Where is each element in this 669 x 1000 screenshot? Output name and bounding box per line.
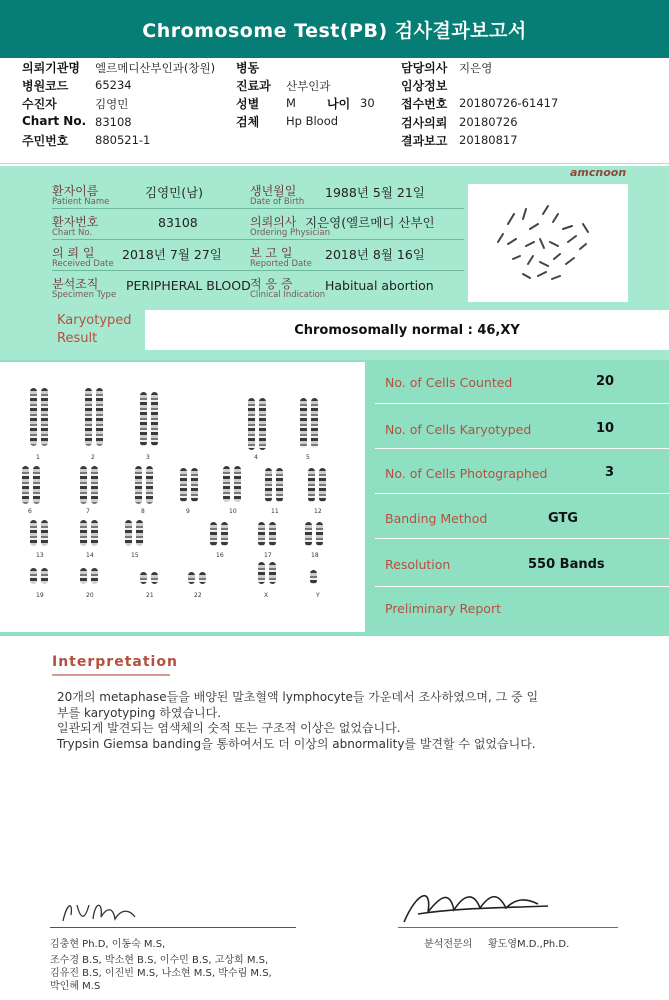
chromosome-number: 21 (146, 592, 154, 599)
signature-line-right (398, 927, 618, 928)
header-label: 병동 (236, 61, 260, 75)
chromosome-number: 4 (254, 454, 258, 461)
stat-label: Banding Method (385, 511, 488, 526)
chromosome-icon (199, 572, 206, 584)
interpretation-line: 일관되게 발견되는 염색체의 숫적 또는 구조적 이상은 없었습니다. (57, 721, 401, 735)
indication-value: Habitual abortion (325, 278, 434, 293)
specimen-value: PERIPHERAL BLOOD (126, 278, 251, 293)
indication-label: 적 응 증 (250, 277, 293, 291)
chromosome-icon (146, 466, 153, 504)
chromosome-number: 3 (146, 454, 150, 461)
chromosome-number: 11 (271, 508, 279, 515)
specimen-label-en: Specimen Type (52, 290, 117, 300)
header-label: 주민번호 (22, 134, 69, 148)
row-rule (52, 270, 464, 271)
received-value: 2018년 7월 27일 (122, 247, 222, 262)
chart-label-en: Chart No. (52, 228, 93, 238)
indication-label-en: Clinical Indication (250, 290, 326, 300)
chromosome-icon (188, 572, 195, 584)
chromosome-icon (234, 466, 241, 502)
chromosome-icon (140, 392, 147, 446)
chromosome-icon (258, 522, 265, 546)
chromosome-icon (135, 466, 142, 504)
staff-line: 조수경 B.S, 박소현 B.S, 이수민 B.S, 고상희 M.S, (50, 955, 269, 966)
chromosome-icon (85, 388, 92, 446)
chromosome-number: 16 (216, 552, 224, 559)
header-value: 20180726 (459, 115, 518, 129)
stat-value: 20 (596, 374, 615, 389)
chromosome-icon (269, 522, 276, 546)
karyotype-result: Chromosomally normal : 46,XY (294, 322, 520, 338)
header-label: 검체 (236, 115, 260, 129)
chromosome-icon (136, 520, 143, 546)
received-label: 의 뢰 일 (52, 246, 95, 260)
chromosome-icon (276, 468, 283, 502)
chromosome-number: 14 (86, 552, 94, 559)
karyotyped-label-line1: Karyotyped (57, 313, 132, 328)
chromosome-icon (80, 520, 87, 546)
chromosome-icon (180, 468, 187, 502)
stat-label: No. of Cells Karyotyped (385, 422, 532, 437)
header-label: 검사의뢰 (401, 116, 448, 130)
stat-label: Preliminary Report (385, 601, 501, 616)
header-value: 65234 (95, 78, 132, 92)
interpretation-line: 20개의 metaphase들을 배양된 말초혈액 lymphocyte들 가운데서 조사하였으며, 그 중 일 (57, 690, 539, 704)
chromosome-icon (265, 468, 272, 502)
metaphase-image (468, 184, 628, 302)
signature-left (55, 893, 155, 929)
result-box (145, 310, 669, 350)
chromosome-icon (151, 392, 158, 446)
chromosome-number: 7 (86, 508, 90, 515)
header-value: 지은영 (459, 61, 493, 75)
stat-value: GTG (548, 511, 578, 526)
header-value: 20180726-61417 (459, 96, 559, 110)
chromosome-number: 22 (194, 592, 202, 599)
header-value: 20180817 (459, 133, 518, 147)
signature-line-left (50, 927, 296, 928)
chromosome-icon (80, 466, 87, 504)
physician-label-en: Ordering Physician (250, 228, 330, 238)
chromosome-icon (258, 562, 265, 584)
header-label: 수진자 (22, 97, 57, 111)
chromosome-icon (96, 388, 103, 446)
chromosome-icon (22, 466, 29, 504)
chromosome-number: 17 (264, 552, 272, 559)
chromosome-icon (41, 520, 48, 546)
chart-label: 환자번호 (52, 215, 99, 229)
chromosome-number: 6 (28, 508, 32, 515)
chromosome-icon (316, 522, 323, 546)
dob-value: 1988년 5월 21일 (325, 185, 425, 200)
chromosome-icon (223, 466, 230, 502)
chromosome-icon (310, 570, 317, 584)
header-value: 엘르메디산부인과(창원) (95, 61, 216, 75)
stat-label: No. of Cells Photographed (385, 466, 548, 481)
header-label: 결과보고 (401, 134, 448, 148)
karyogram-image (0, 362, 365, 632)
received-label-en: Received Date (52, 259, 114, 269)
dob-label: 생년월일 (250, 184, 297, 198)
chromosome-icon (269, 562, 276, 584)
header-label: 병원코드 (22, 79, 69, 93)
stat-value: 550 Bands (528, 557, 605, 572)
chromosome-icon (305, 522, 312, 546)
chromosome-icon (210, 522, 217, 546)
chromosome-number: 5 (306, 454, 310, 461)
physician-label: 의뢰의사 (250, 215, 297, 229)
reported-label-en: Reported Date (250, 259, 312, 269)
chromosome-icon (33, 466, 40, 504)
chromosome-number: X (264, 592, 269, 599)
interpretation-body (57, 690, 617, 752)
chromosome-icon (125, 520, 132, 546)
stats-rule (375, 448, 669, 449)
staff-line: 김충현 Ph.D, 이동숙 M.S, (50, 939, 166, 950)
chromosome-number: 12 (314, 508, 322, 515)
header-value: 김영민 (95, 97, 129, 111)
header-label: 접수번호 (401, 97, 448, 111)
interpretation-underline (52, 674, 170, 676)
staff-line: 박인혜 M.S (50, 981, 101, 992)
header-divider (0, 163, 669, 164)
header-value: 880521-1 (95, 133, 151, 147)
interpretation-line: 부를 karyotyping 하였습니다. (57, 705, 222, 720)
chromosome-number: 2 (91, 454, 95, 461)
header-value: Hp Blood (286, 114, 339, 128)
chromosome-icon (91, 568, 98, 584)
chromosome-icon (259, 398, 266, 450)
stat-label: No. of Cells Counted (385, 375, 513, 390)
header-value: 산부인과 (286, 79, 331, 93)
report-title: Chromosome Test(PB) 검사결과보고서 (142, 19, 527, 42)
interpretation-title: Interpretation (52, 654, 178, 670)
specimen-label: 분석조직 (52, 277, 99, 291)
patient-name-label-en: Patient Name (52, 197, 110, 207)
chromosome-number: 8 (141, 508, 145, 515)
chromosome-number: 9 (186, 508, 190, 515)
header-value: M (286, 96, 296, 110)
lab-brand-logo: amcnoon (570, 166, 627, 179)
signature-right (398, 882, 558, 930)
patient-name-value: 김영민(남) (145, 185, 204, 200)
chromosome-number: 20 (86, 592, 94, 599)
staff-line: 김유진 B.S, 이진빈 M.S, 나소현 M.S, 박수림 M.S, (50, 968, 272, 979)
stat-value: 3 (605, 465, 615, 480)
header-label: 의뢰기관명 (22, 61, 80, 75)
stats-rule (375, 586, 669, 587)
header-label: 성별 (236, 97, 260, 111)
chromosome-icon (221, 522, 228, 546)
chromosome-number: 1 (36, 454, 40, 461)
reported-value: 2018년 8월 16일 (325, 247, 425, 262)
interpretation-line: Trypsin Giemsa banding을 통하여서도 더 이상의 abnormality를 발견할 수 없었습니다. (57, 736, 536, 751)
reported-label: 보 고 일 (250, 246, 293, 260)
header-value: 83108 (95, 115, 132, 129)
stats-rule (375, 403, 669, 404)
header-label: 나이 (327, 97, 351, 111)
specialist-name: 황도영M.D.,Ph.D. (488, 939, 570, 950)
chromosome-number: 19 (36, 592, 44, 599)
dob-label-en: Date of Birth (250, 197, 305, 207)
chromosome-number: 15 (131, 552, 139, 559)
chromosome-icon (41, 568, 48, 584)
chromosome-icon (41, 388, 48, 446)
chromosome-icon (151, 572, 158, 584)
chromosome-icon (311, 398, 318, 448)
header-label: 임상정보 (401, 79, 448, 93)
patient-name-label: 환자이름 (52, 184, 99, 198)
stats-rule (375, 493, 669, 494)
chart-value: 83108 (158, 215, 198, 230)
chromosome-icon (319, 468, 326, 502)
chromosome-icon (248, 398, 255, 450)
stat-label: Resolution (385, 557, 451, 572)
chromosome-icon (308, 468, 315, 502)
chromosome-icon (191, 468, 198, 502)
report-title-bar (0, 0, 669, 58)
chromosome-number: Y (316, 592, 320, 599)
physician-value: 지은영(엘르메디 산부인 (305, 215, 435, 230)
chromosome-icon (30, 388, 37, 446)
karyotyped-result-label (57, 312, 132, 348)
stats-rule (375, 538, 669, 539)
header-label: Chart No. (22, 114, 87, 128)
chromosome-number: 18 (311, 552, 319, 559)
chromosome-icon (30, 568, 37, 584)
chromosome-icon (30, 520, 37, 546)
header-label: 담당의사 (401, 61, 448, 75)
stat-value: 10 (596, 421, 615, 436)
chromosome-icon (140, 572, 147, 584)
header-value: 30 (360, 96, 375, 110)
header-label: 진료과 (236, 79, 271, 93)
chromosome-number: 10 (229, 508, 237, 515)
chromosome-number: 13 (36, 552, 44, 559)
row-rule (52, 208, 464, 209)
chromosome-icon (91, 466, 98, 504)
chromosome-icon (91, 520, 98, 546)
karyotyped-label-line2: Result (57, 331, 98, 346)
chromosome-icon (80, 568, 87, 584)
row-rule (52, 239, 464, 240)
specialist-label: 분석전문의 (424, 939, 473, 950)
chromosome-icon (300, 398, 307, 448)
metaphase-spread-icon (468, 184, 628, 302)
